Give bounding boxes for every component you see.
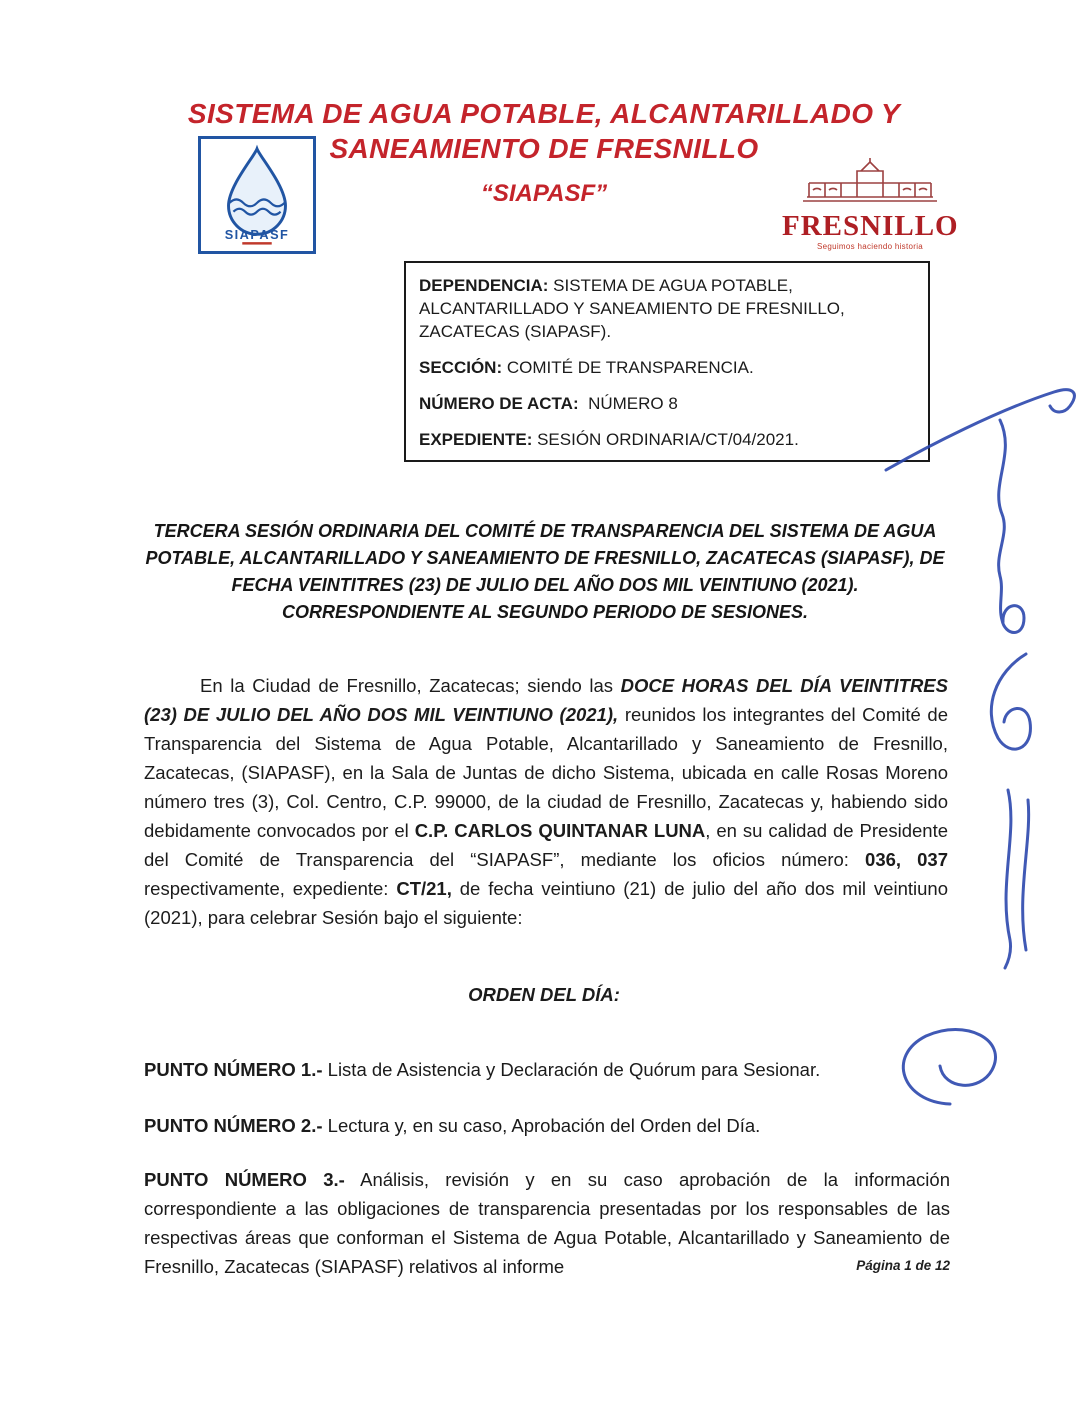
body-segment: de fecha veintiuno (21) de julio del año dos mil veintiuno (2021), para celebrar Sesión bajo el siguiente: [144, 877, 948, 928]
body-segment: reunidos los integrantes del Comité de Transparencia del Sistema de Agua Potable, Alcantarillado y Saneamiento de Fresnillo, Zacatecas, (SIAPASF), en la Sala de Juntas de dicho Sistema, ubicada en calle Rosas Moreno número tres (3), Col. Centro, C.P. 99000, de la ciudad de Fresnillo, Zacatecas y, habiendo sido debidamente convocados por el [144, 703, 948, 841]
body-segment: , en su calidad de Presidente del Comité de Transparencia del “SIAPASF”, mediante los oficios número: [144, 819, 948, 870]
punto-text: Lectura y, en su caso, Aprobación del Orden del Día. [327, 1114, 761, 1136]
document-subtitle: “SIAPASF” [480, 180, 608, 207]
info-row-label: EXPEDIENTE: [419, 430, 533, 449]
page-number: Página 1 de 12 [856, 1258, 950, 1273]
fresnillo-logo-tagline: Seguimos haciendo historia [816, 242, 924, 252]
session-heading: TERCERA SESIÓN ORDINARIA DEL COMITÉ DE TRANSPARENCIA DEL SISTEMA DE AGUA POTABLE, ALCANTARILLADO Y SANEAMIENTO DE FRESNILLO, ZACATECAS (SIAPASF), DE FECHA VEINTITRES (23) DE JULIO DEL AÑO DOS MIL VEINTIUNO (2021). CORRESPONDIENTE AL SEGUNDO PERIODO DE SESIONES. [145, 521, 945, 622]
body-segment-emphasis: DOCE HORAS DEL DÍA VEINTITRES (23) DE JULIO DEL AÑO DOS MIL VEINTIUNO (2021), [144, 674, 948, 725]
body-paragraph [144, 671, 948, 932]
building-sketch-icon [795, 156, 945, 204]
info-row-label: NÚMERO DE ACTA: [419, 394, 579, 413]
info-row-label: DEPENDENCIA: [419, 276, 549, 295]
info-row-value: SESIÓN ORDINARIA/CT/04/2021. [537, 430, 799, 449]
body-segment: En la Ciudad de Fresnillo, Zacatecas; siendo las [200, 674, 621, 696]
info-row-expediente [419, 428, 915, 451]
info-row-label: SECCIÓN: [419, 358, 503, 377]
info-row-numero-acta [419, 392, 915, 415]
document-title-line2: SANEAMIENTO DE FRESNILLO [329, 133, 759, 164]
punto-item-1 [144, 1055, 950, 1084]
siapasf-logo-label: SIAPASF [224, 227, 290, 243]
punto-text: Análisis, revisión y en su caso aprobación de la información correspondiente a las obligaciones de transparencia presentadas por los responsables de las respectivas áreas que conforman el Sistema de Agua Potable, Alcantarillado y Saneamiento de Fresnillo, Zacatecas (SIAPASF) relativos al informe [144, 1168, 950, 1277]
document-info-box [404, 261, 930, 462]
fresnillo-logo-label: FRESNILLO [782, 210, 959, 242]
info-row-seccion [419, 356, 915, 379]
fresnillo-logo [782, 156, 958, 251]
body-segment-oficios: 036, 037 [865, 848, 948, 870]
punto-label: PUNTO NÚMERO 2.- [144, 1114, 323, 1136]
info-row-value: SISTEMA DE AGUA POTABLE, ALCANTARILLADO Y SANEAMIENTO DE FRESNILLO, ZACATECAS (SIAPASF). [419, 276, 845, 341]
document-title-line1: SISTEMA DE AGUA POTABLE, ALCANTARILLADO Y [187, 98, 901, 129]
punto-item-2 [144, 1111, 950, 1140]
logo-accent-bar [242, 242, 271, 244]
punto-label: PUNTO NÚMERO 1.- [144, 1058, 323, 1080]
punto-item-3 [144, 1165, 950, 1281]
punto-text: Lista de Asistencia y Declaración de Quórum para Sesionar. [327, 1058, 821, 1080]
info-row-value: NÚMERO 8 [588, 394, 678, 413]
info-row-dependencia [419, 274, 915, 343]
punto-label: PUNTO NÚMERO 3.- [144, 1168, 345, 1190]
body-segment-name: C.P. CARLOS QUINTANAR LUNA [414, 819, 706, 841]
body-segment: respectivamente, expediente: [144, 877, 397, 899]
info-row-value: COMITÉ DE TRANSPARENCIA. [506, 358, 754, 377]
orden-del-dia-heading: ORDEN DEL DÍA: [468, 984, 620, 1005]
body-segment-expediente: CT/21, [396, 877, 452, 899]
